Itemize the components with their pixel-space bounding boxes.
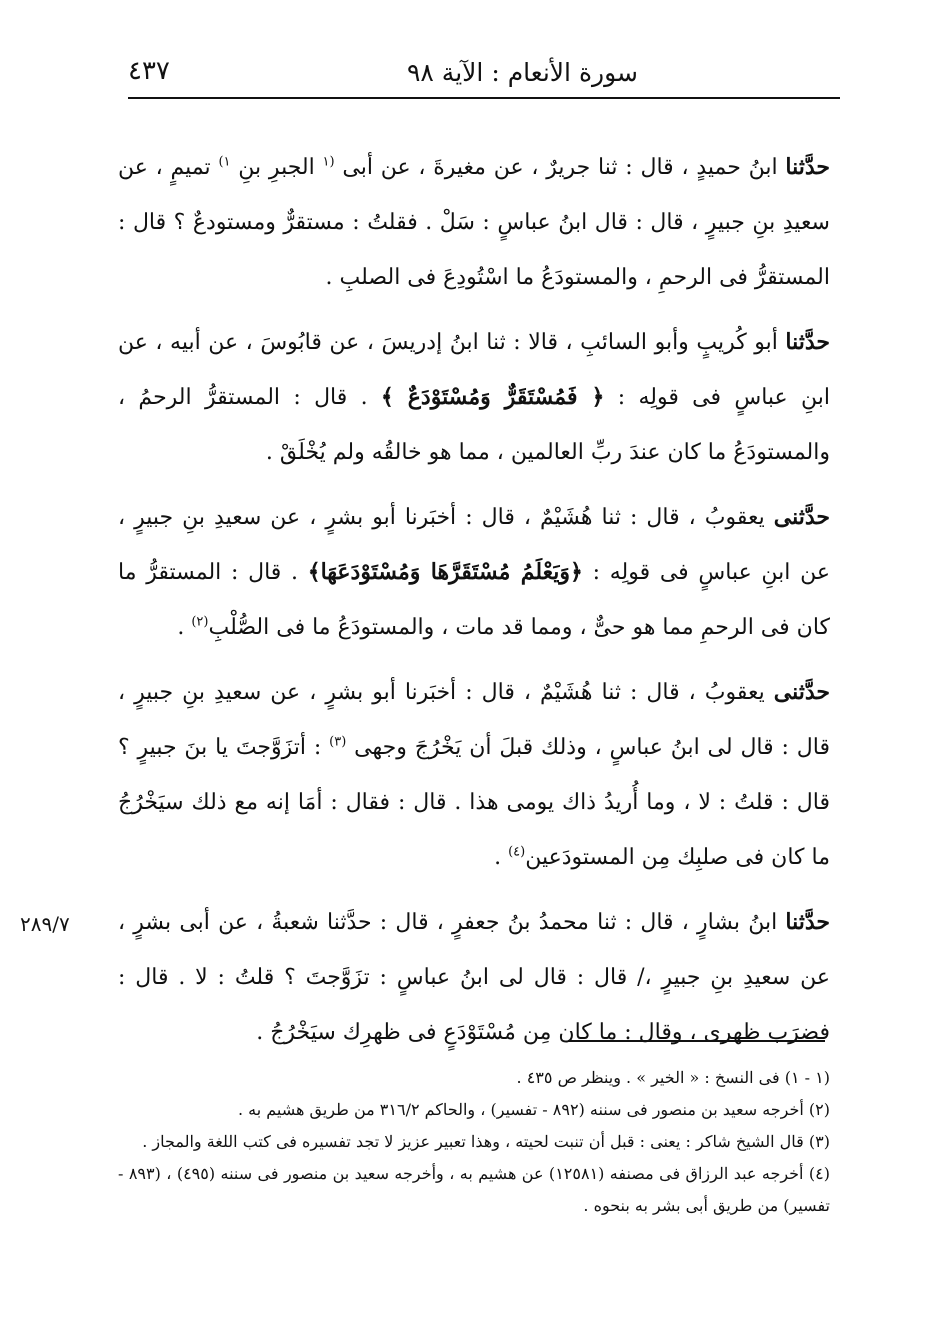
footnote-marker: ١) — [218, 154, 231, 170]
footnote-4: (٤) أخرجه عبد الرزاق فى مصنفه (١٢٥٨١) عن هشيم به ، وأخرجه سعيد بن منصور فى سننه (٤٩٥) ، (٨٩٣ - تفسير) من طريق أبى بشر به بنحوه . — [118, 1164, 831, 1215]
paragraph-4 — [118, 665, 830, 885]
footnotes — [118, 1062, 830, 1222]
paragraph-text: . — [177, 615, 192, 640]
header-rule — [128, 97, 840, 99]
paragraph-text: : أتزَوَّجتَ يا بنَ جبيرٍ ؟ قال : قلتُ : لا ، وما أُريدُ ذاك يومى هذا . قال : فقال : أمَا إنه مع ذلك سيَخْرُجُ ما كان فى صلبِك مِن المستودَعين — [118, 735, 830, 870]
paragraph-text: ابنُ حميدٍ ، قال : ثنا جريرٌ ، عن مغيرةَ ، عن أبى — [334, 155, 786, 180]
footnote-marker: (٤) — [508, 844, 526, 860]
footnote-marker: (٣) — [329, 734, 347, 750]
quran-quote: ﴿وَيَعْلَمُ مُسْتَقَرَّهَا وَمُسْتَوْدَعَهَا﴾ — [307, 559, 583, 585]
footnote-2: (٢) أخرجه سعيد بن منصور فى سننه (٨٩٢ - تفسير) ، والحاكم ٣١٦/٢ من طريق هشيم به . — [237, 1100, 830, 1119]
footnote-1: (١ - ١) فى النسخ : « الخير » . وينظر ص ٤٣٥ . — [516, 1068, 830, 1087]
paragraph-text: . قال : المستقرُّ ما كان فى الرحمِ مما هو حىٌّ ، ومما قد مات ، والمستودَعُ ما فى الصُّلْبِ — [118, 560, 830, 640]
paragraph-3 — [118, 490, 830, 655]
paragraph-text: تميمٍ ، عن سعيدِ بنِ جبيرٍ ، قال : قال ابنُ عباسٍ : سَلْ . فقلتُ : مستقرٌّ ومستودعٌ ؟ قال : المستقرُّ فى الرحمِ ، والمستودَعُ ما اسْتُودِعَ فى الصلبِ . — [118, 155, 830, 290]
paragraph-text: . — [494, 845, 509, 870]
paragraph-lead: حدَّثنى — [773, 504, 830, 530]
paragraph-lead: حدَّثنا — [785, 329, 830, 355]
paragraph-text: ابنُ بشارٍ ، قال : ثنا محمدُ بنُ جعفرٍ ، قال : حدَّثنا شعبةُ ، عن أبى بشرٍ ، عن سعيدِ بنِ جبيرٍ ،/ قال : قال لى ابنُ عباسٍ : تزَوَّجتَ ؟ قلتُ : لا . قال : فضرَب ظهرى ، وقال : ما كان مِن مُسْتَوْدَعٍ فى ظهرِك سيَخْرُجُ . — [118, 910, 830, 1045]
page-header — [128, 50, 838, 98]
paragraph-lead: حدَّثنا — [785, 909, 830, 935]
margin-reference: ٢٨٩/٧ — [20, 912, 70, 936]
footnote-marker: (٢) — [191, 614, 209, 630]
footnote-rule — [568, 1040, 825, 1042]
paragraph-5 — [118, 895, 830, 1060]
running-title: سورة الأنعام : الآية ٩٨ — [407, 58, 638, 87]
page-number: ٤٣٧ — [128, 56, 170, 86]
paragraph-2 — [118, 315, 830, 480]
main-text — [118, 140, 830, 1070]
paragraph-text: يعقوبُ ، قال : ثنا هُشَيْمٌ ، قال : أخبَرنا أبو بشرٍ ، عن سعيدِ بنِ جبيرٍ ، عن ابنِ عباسٍ فى قولِه : — [118, 505, 830, 585]
paragraph-1 — [118, 140, 830, 305]
paragraph-text: الجبرِ بنِ — [230, 155, 323, 180]
quran-quote: ﴿ فَمُسْتَقَرٌّ وَمُسْتَوْدَعٌ ﴾ — [380, 384, 605, 410]
paragraph-lead: حدَّثنا — [785, 154, 831, 180]
paragraph-lead: حدَّثنى — [773, 679, 830, 705]
paragraph-text: . قال : المستقرُّ الرحمُ ، والمستودَعُ ما كان عندَ ربِّ العالمين ، مما هو خالقُه ولم يُخْلَقْ . — [118, 385, 830, 465]
paragraph-text: أبو كُريبٍ وأبو السائبِ ، قالا : ثنا ابنُ إدريسَ ، عن قابُوسَ ، عن أبيه ، عن ابنِ عباسٍ فى قولِه : — [118, 330, 830, 410]
footnote-marker: (١ — [322, 154, 335, 170]
footnote-3: (٣) قال الشيخ شاكر : يعنى : قبل أن تنبت لحيته ، وهذا تعبير عزيز لا تجد تفسيره فى كتب اللغة والمجاز . — [142, 1132, 830, 1151]
paragraph-text: يعقوبُ ، قال : ثنا هُشَيْمٌ ، قال : أخبَرنا أبو بشرٍ ، عن سعيدِ بنِ جبيرٍ ، قال : قال لى ابنُ عباسٍ ، وذلك قبلَ أن يَخْرُجَ وجهى — [118, 680, 830, 760]
